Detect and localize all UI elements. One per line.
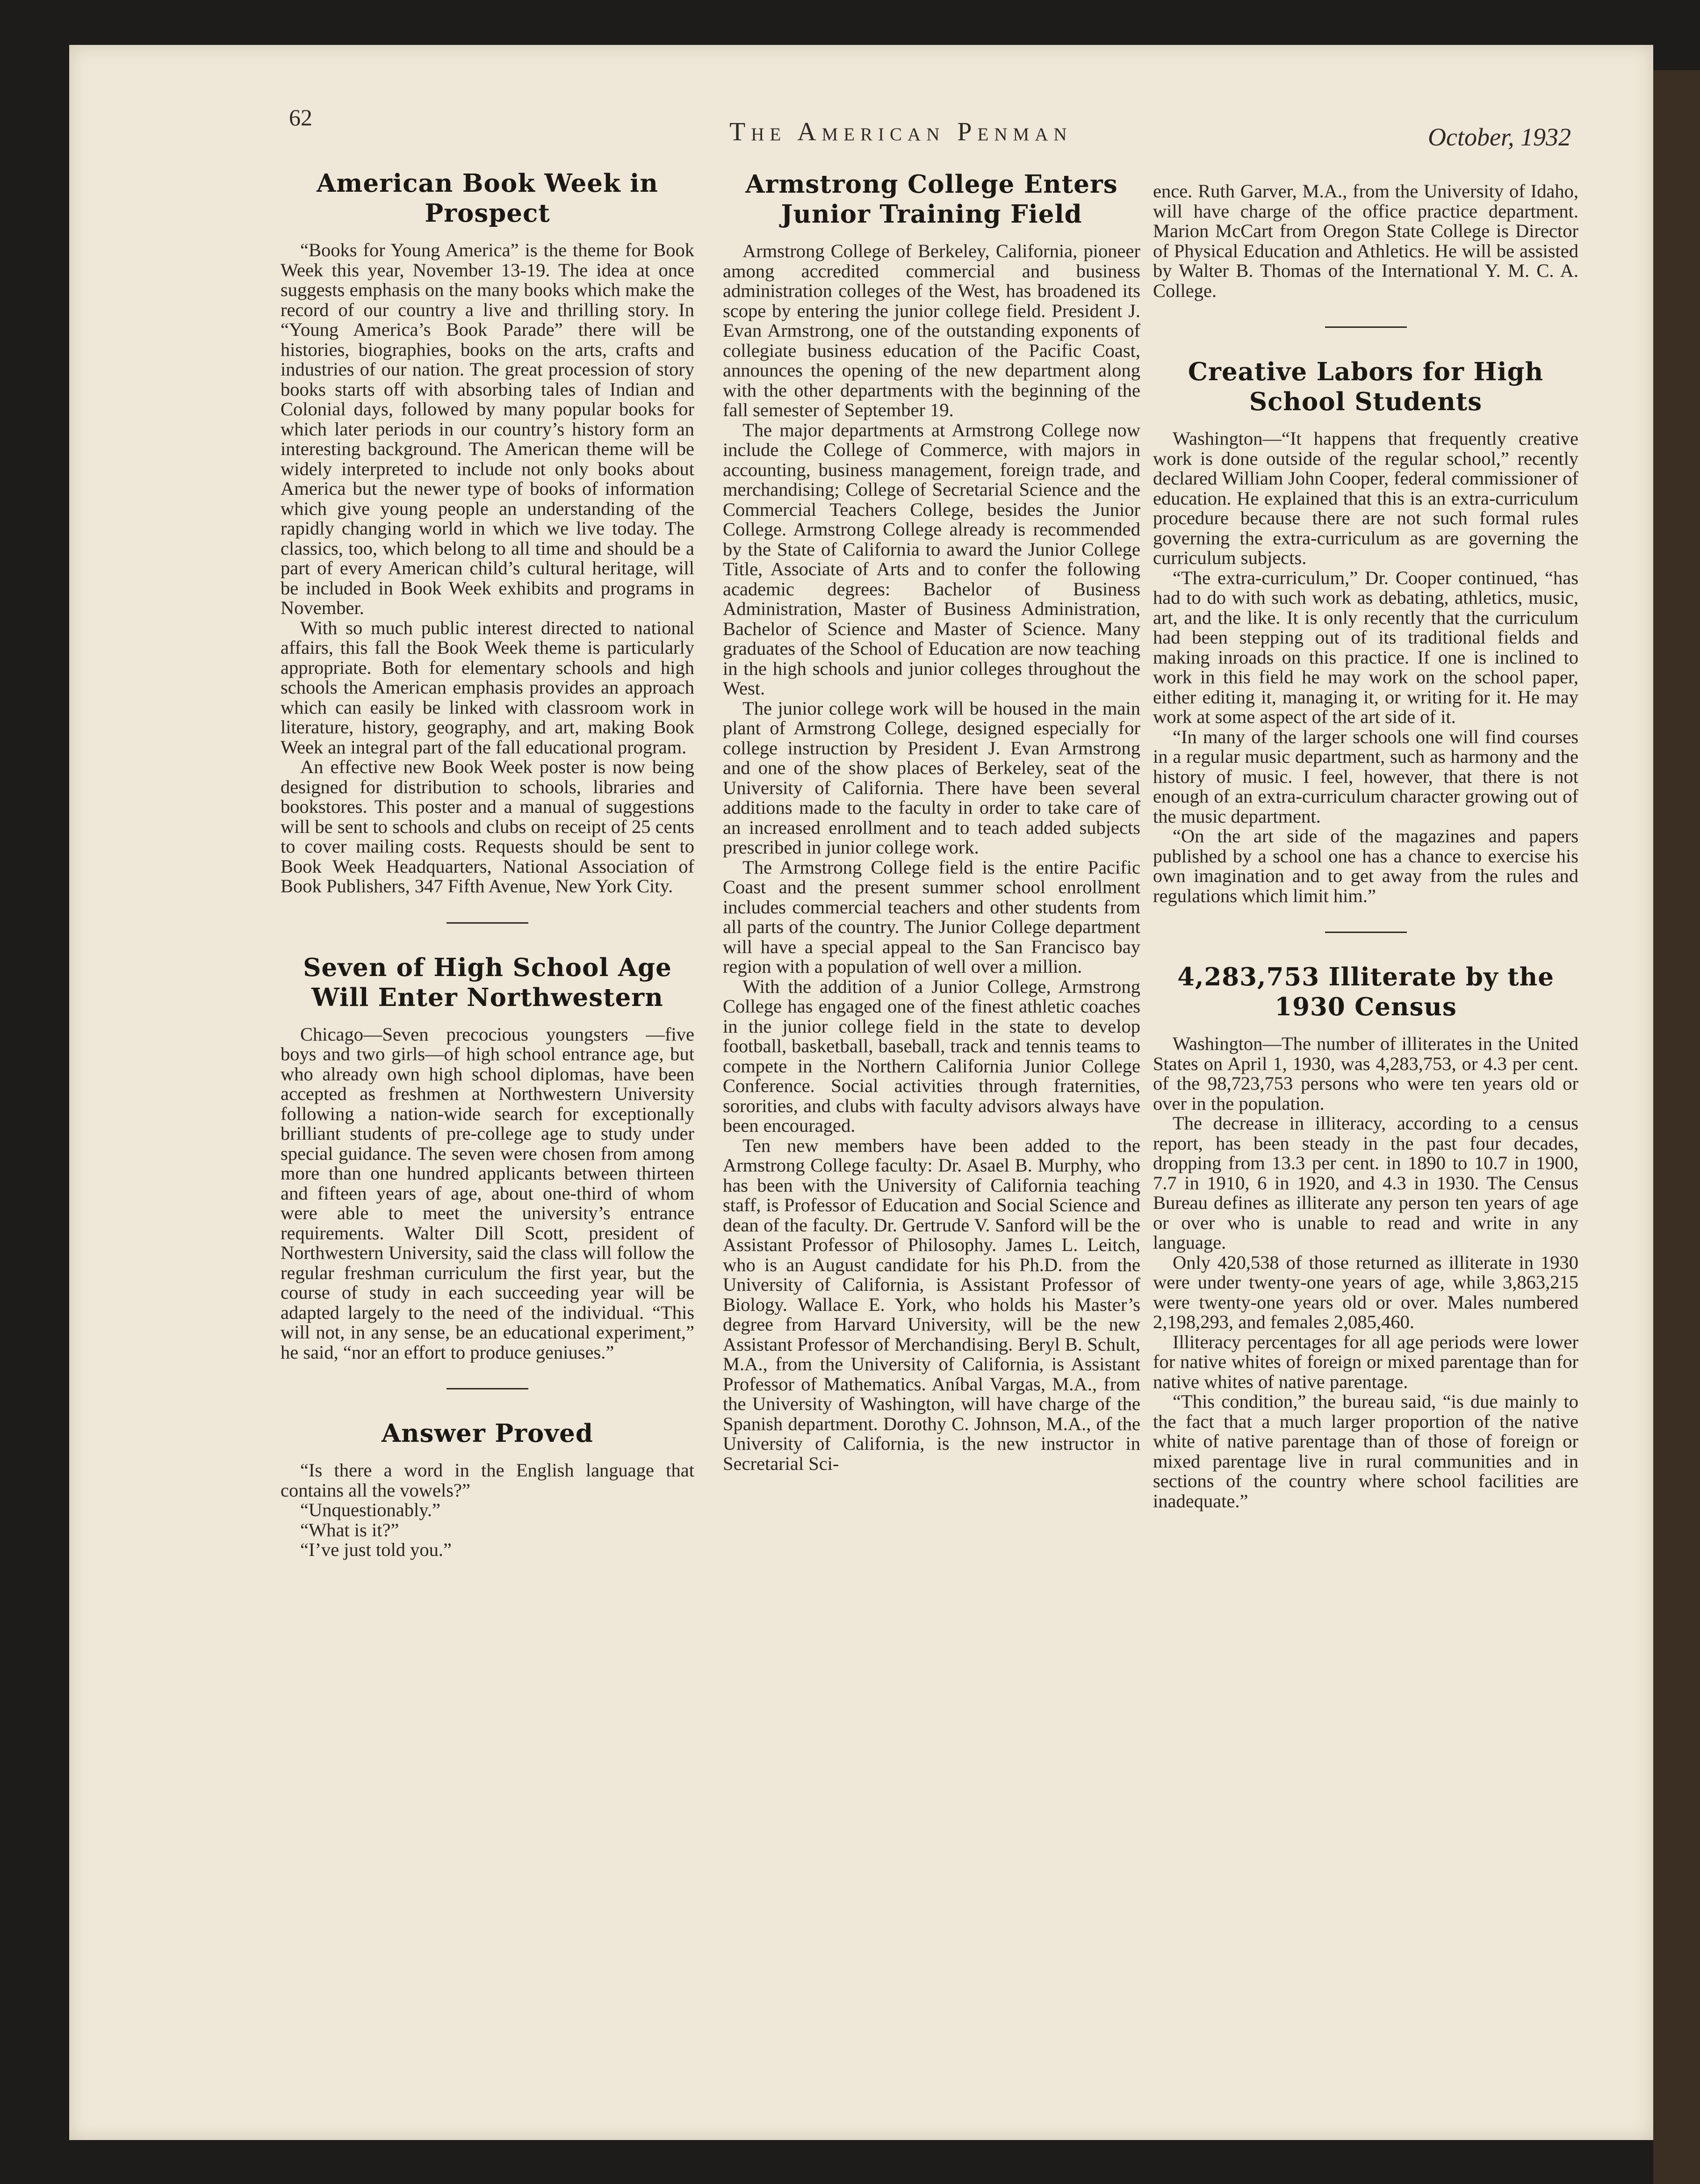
northwestern-paragraph: Chicago—Seven precocious youngsters —five boys and two girls—of high school entrance age, but who already own high school diplomas, have been accepted as freshmen at Northwestern University following a nation-wide search for exceptionally brilliant students of pre-college age to study under special guidance. The seven were chosen from among more than one hundred applicants between thirteen and fifteen years of age, about one-third of whom were able to meet the university’s entrance requirements. Walter Dill Scott, president of Northwestern University, said the class will follow the regular freshman curriculum the first year, but the course of study in each succeeding year will be adapted largely to the need of the individual. “This will not, in any sense, be an educational experiment,” he said, “nor an effort to produce geniuses.”: [281, 1023, 694, 1363]
dialogue-line: “I’ve just told you.”: [300, 1539, 452, 1560]
article-title-northwestern: Seven of High School Age Will Enter Northwestern: [303, 953, 672, 1012]
creative-labors-paragraph: “In many of the larger schools one will find courses in a regular music department, such as harmony and the history of music. I feel, however, that there is not enough of an extra-curriculum character growing out of the music department.: [1153, 726, 1578, 827]
book-week-paragraph: “Books for Young America” is the theme for Book Week this year, November 13-19. The idea at once suggests emphasis on the many books which make the record of our country a live and thrilling story. In “Young America’s Book Parade” there will be histories, biographies, books on the arts, crafts and industries of our nation. The great procession of story books starts off with absorbing tales of Indian and Colonial days, followed by many popular books for which later periods in our country’s history form an interesting background. The American theme will be widely interpreted to include not only books about America but the newer type of books of information which give young people an understanding of the rapidly changing world in which we live today. The classics, too, which belong to all time and should be a part of every American child’s cultural heritage, will be included in Book Week exhibits and programs in November.: [281, 239, 694, 618]
armstrong-paragraph: The major departments at Armstrong College now include the College of Commerce, with majors in accounting, business management, foreign trade, and merchandising; College of Secretarial Science and the Commercial Teachers College, besides the Junior College. Armstrong College already is recommended by the State of California to award the Junior College Title, Associate of Arts and to confer the following academic degrees: Bachelor of Business Administration, Master of Business Administration, Bachelor of Science and Master of Science. Many graduates of the School of Education are now teaching in the high schools and junior colleges throughout the West.: [723, 419, 1140, 699]
section-divider: [447, 922, 528, 924]
illiterate-paragraph: “This condition,” the bureau said, “is due mainly to the fact that a much larger proportion of the native white of native parentage than of those of foreign or mixed parentage live in rural communities and in sections of the country where school facilities are inadequate.”: [1153, 1391, 1578, 1511]
illiterate-paragraph: Illiteracy percentages for all age periods were lower for native whites of foreign or mixed parentage than for native whites of native parentage.: [1153, 1331, 1578, 1392]
column-middle: [723, 169, 1140, 1474]
armstrong-paragraph: Armstrong College of Berkeley, California, pioneer among accredited commercial and business administration colleges of the West, has broadened its scope by entering the junior college field. President J. Evan Armstrong, one of the outstanding exponents of collegiate business education of the Pacific Coast, announces the opening of the new department along with the other departments with the beginning of the fall semester of September 19.: [723, 240, 1140, 420]
section-divider: [447, 1388, 528, 1389]
illiterate-paragraph: Washington—The number of illiterates in the United States on April 1, 1930, was 4,283,753, or 4.3 per cent. of the 98,723,753 persons who were ten years old or over in the population.: [1153, 1033, 1578, 1114]
armstrong-paragraph: The Armstrong College field is the entire Pacific Coast and the present summer school enrollment includes commercial teachers and other students from all parts of the country. The Junior College department will have a special appeal to the San Francisco bay region with a population of well over a million.: [723, 856, 1140, 977]
armstrong-paragraph: Ten new members have been added to the Armstrong College faculty: Dr. Asael B. Murphy, who has been with the University of California teaching staff, is Professor of Education and Social Science and dean of the faculty. Dr. Gertrude V. Sanford will be the Assistant Professor of Philosophy. James L. Leitch, who is an August candidate for his Ph.D. from the University of California, is Assistant Professor of Biology. Wallace E. York, who holds his Master’s degree from Harvard University, will be the new Assistant Professor of Merchandising. Beryl B. Schult, M.A., from the University of California, is Assistant Professor of Mathematics. Aníbal Vargas, M.A., from the University of Washington, will have charge of the Spanish department. Dorothy C. Johnson, M.A., of the University of California, is the new instructor in Secretarial Sci-: [723, 1135, 1140, 1474]
article-title-armstrong: Armstrong College Enters Junior Training Field: [745, 170, 1118, 229]
illiterate-paragraph: Only 420,538 of those returned as illiterate in 1930 were under twenty-one years of age, while 3,863,215 were twenty-one years old or over. Males numbered 2,198,293, and females 2,085,460.: [1153, 1251, 1578, 1332]
column-right: [1153, 181, 1578, 1511]
creative-labors-paragraph: Washington—“It happens that frequently creative work is done outside of the regular school,” recently declared William John Cooper, federal commissioner of education. He explained that this is an extra-curriculum procedure because there are not such formal rules governing the extra-curriculum as are governing the curriculum subjects.: [1153, 428, 1578, 568]
binding-edge: [1653, 70, 1700, 2184]
issue-date: October, 1932: [1428, 123, 1571, 151]
book-week-paragraph: With so much public interest directed to national affairs, this fall the Book Week theme is particularly appropriate. Both for elementary schools and high schools the American emphasis provides an approach which can easily be linked with classroom work in literature, history, geography, and art, making Book Week an integral part of the fall educational program.: [281, 617, 694, 758]
section-divider: [1325, 932, 1407, 933]
article-title-book-week: American Book Week in Prospect: [317, 169, 658, 228]
dialogue-line: “Is there a word in the English language that contains all the vowels?”: [281, 1460, 694, 1501]
armstrong-continued-paragraph: ence. Ruth Garver, M.A., from the University of Idaho, will have charge of the office practice department. Marion McCart from Oregon State College is Director of Physical Education and Athletics. He will be assisted by Walter B. Thomas of the International Y. M. C. A. College.: [1153, 181, 1578, 301]
illiterate-paragraph: The decrease in illiteracy, according to a census report, has been steady in the past four decades, dropping from 13.3 per cent. in 1890 to 10.7 in 1900, 7.7 in 1910, 6 in 1920, and 4.3 in 1930. The Census Bureau defines as illiterate any person ten years of age or over who is unable to read and write in any language.: [1153, 1113, 1578, 1253]
dialogue-line: “What is it?”: [300, 1519, 399, 1540]
article-title-answer-proved: Answer Proved: [382, 1419, 593, 1448]
page-number: 62: [289, 104, 312, 130]
armstrong-paragraph: The junior college work will be housed in the main plant of Armstrong College, designed especially for college instruction by President J. Evan Armstrong and one of the show places of Berkeley, seat of the University of California. There have been several additions made to the faculty in order to take care of an increased enrollment and to teach added subjects prescribed in junior college work.: [723, 697, 1140, 858]
article-title-creative-labors: Creative Labors for High School Students: [1188, 357, 1544, 416]
book-week-paragraph: An effective new Book Week poster is now being designed for distribution to schools, libraries and bookstores. This poster and a manual of suggestions will be sent to schools and clubs on receipt of 25 cents to cover mailing costs. Requests should be sent to Book Week Headquarters, National Association of Book Publishers, 347 Fifth Avenue, New York City.: [281, 756, 694, 897]
section-divider: [1325, 326, 1407, 328]
publication-title: The American Penman: [729, 117, 1073, 146]
creative-labors-paragraph: “The extra-curriculum,” Dr. Cooper continued, “has had to do with such work as debating, athletics, music, art, and the like. It is only recently that the curriculum had been stepping out of its traditional fields and making inroads on this practice. If one is inclined to work in this field he may work on the school paper, either editing it, managing it, or writing for it. He may work at some aspect of the art side of it.: [1153, 567, 1578, 727]
dialogue-line: “Unquestionably.”: [300, 1499, 440, 1520]
armstrong-paragraph: With the addition of a Junior College, Armstrong College has engaged one of the finest athletic coaches in the junior college field in the state to develop football, basketball, baseball, track and tennis teams to compete in the Northern California Junior College Conference. Social activities through fraternities, sororities, and clubs with faculty advisors always have been encouraged.: [723, 976, 1140, 1136]
creative-labors-paragraph: “On the art side of the magazines and papers published by a school one has a chance to exercise his own imagination and to get away from the rules and regulations which limit him.”: [1153, 825, 1578, 906]
column-left: [281, 168, 694, 1560]
article-title-illiterate: 4,283,753 Illiterate by the 1930 Census: [1177, 962, 1554, 1021]
